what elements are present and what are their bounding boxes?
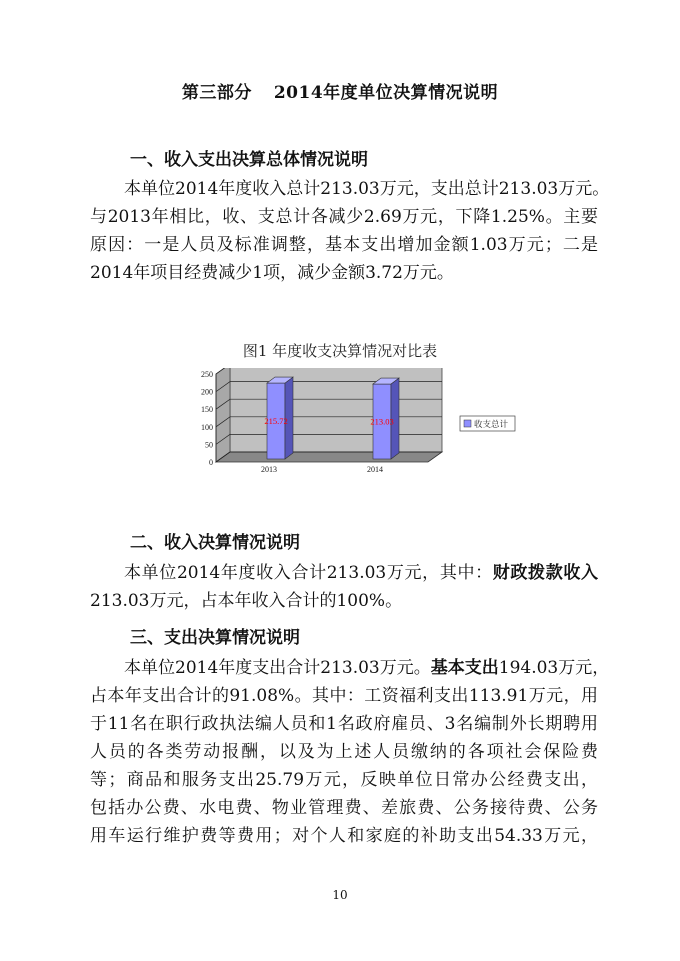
chart-y-tick-label: 250 [201,370,213,379]
text-run: 本单位2014年度收入合计213.03万元，其中： [124,563,493,583]
paragraph-line: 原因：一是人员及标准调整，基本支出增加金额1.03万元；二是 [90,235,598,255]
section-1-paragraph [90,175,610,287]
title-text: 2014年度单位决算情况说明 [273,83,499,103]
page-title [0,78,680,103]
bold-text: 财政拨款收入 [492,563,599,583]
text-run: 本单位2014年度支出合计213.03万元。 [124,658,431,678]
title-part: 第三部分 [181,83,252,103]
section-1-heading: 一、收入支出决算总体情况说明 [130,150,368,170]
section-2-paragraph [90,559,598,615]
paragraph-line: 人员的各类劳动报酬，以及为上述人员缴纳的各项社会保险费 [90,742,598,762]
chart-y-tick-label: 50 [205,440,213,450]
bold-text: 基本支出 [430,658,499,678]
chart-data-label: 215.72 [264,416,288,427]
chart-y-tick-label: 100 [201,422,213,432]
chart-data-label: 213.03 [370,416,394,427]
chart-caption: 图1 年度收支决算情况对比表 [242,342,438,360]
section-3-paragraph [90,654,610,850]
paragraph-line: 与2013年相比，收、支总计各减少2.69万元，下降1.25%。主要 [90,207,598,227]
chart-y-tick-label: 150 [201,405,213,415]
chart-x-tick-label: 2014 [367,465,383,474]
paragraph-line: 2014年项目经费减少1项，减少金额3.72万元。 [90,263,454,283]
chart-x-tick-label: 2013 [261,465,277,474]
paragraph-line: 用车运行维护费等费用；对个人和家庭的补助支出54.33万元， [90,826,598,846]
paragraph-line: 本单位2014年度收入总计213.03万元，支出总计213.03万元。 [124,179,610,199]
text-run: 194.03万元， [498,658,610,678]
paragraph-line [90,654,610,682]
paragraph-line: 213.03万元，占本年收入合计的100%。 [90,591,403,611]
chart-floor [216,452,442,462]
paragraph-line: 等；商品和服务支出25.79万元，反映单位日常办公经费支出， [90,770,598,790]
paragraph-line: 包括办公费、水电费、物业管理费、差旅费、公务接待费、公务 [90,798,598,818]
chart-legend-swatch [464,420,471,427]
chart-y-tick-label: 200 [201,387,213,397]
chart-back-wall [230,368,442,452]
page-number: 10 [332,888,348,902]
section-2-heading: 二、收入决算情况说明 [130,533,300,553]
chart-legend-label: 收支总计 [474,420,509,430]
section-3-heading: 三、支出决算情况说明 [130,628,300,648]
paragraph-line: 占本年支出合计的91.08%。其中：工资福利支出113.91万元，用 [90,686,598,706]
chart-y-tick-label: 0 [209,458,213,467]
income-expense-chart [196,368,536,483]
chart-side-wall [216,368,230,462]
paragraph-line: 于11名在职行政执法编人员和1名政府雇员、3名编制外长期聘用 [90,714,598,734]
paragraph-line [90,559,598,587]
